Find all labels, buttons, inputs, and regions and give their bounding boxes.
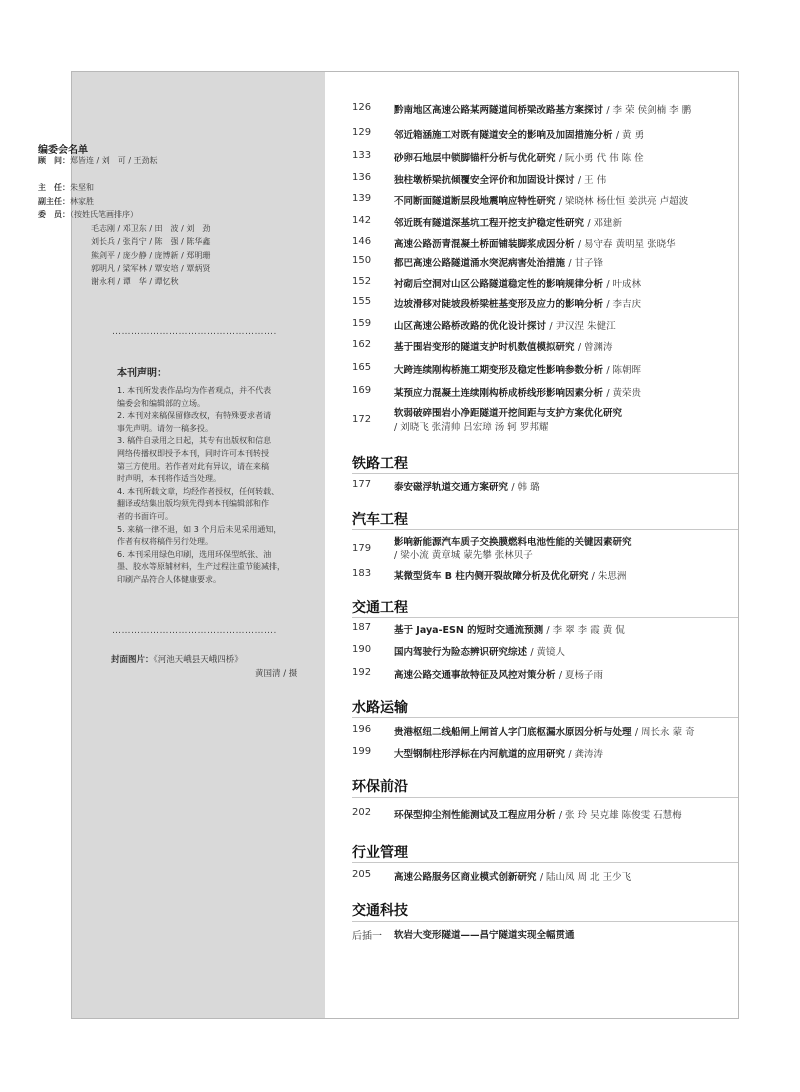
- section-heading-traffic: 交通工程: [352, 600, 408, 616]
- article-authors: / 韩 璐: [511, 482, 540, 493]
- section-rule: [352, 797, 738, 798]
- section-rule: [352, 529, 738, 530]
- role-label: 顾 问：: [38, 156, 70, 165]
- article-title: 贵港枢纽二线船闸上闸首人字门底枢漏水原因分析与处理 / 周长永 蒙 奇: [394, 727, 695, 738]
- section-rule: [352, 617, 738, 618]
- page-number: 187: [352, 622, 372, 633]
- page-number: 190: [352, 644, 372, 655]
- page-number: 169: [352, 385, 372, 396]
- page-number: 139: [352, 193, 372, 204]
- section-heading-railway: 铁路工程: [352, 456, 408, 472]
- notice-line: 2. 本刊对来稿保留修改权，有特殊要求者请: [117, 411, 272, 421]
- role-value: 郑皆连 / 刘 可 / 王劲耘: [70, 156, 158, 165]
- notice-line: 编委会和编辑部的立场。: [117, 398, 205, 408]
- notice-line: 作者有权将稿件另行处理。: [117, 537, 213, 547]
- page-number: 后插一: [352, 931, 382, 942]
- notice-line: 翻译或结集出版均须先得到本刊编辑部和作: [117, 499, 269, 509]
- notice-line: 印刷产品符合人体健康要求。: [117, 574, 221, 584]
- page-number: 179: [352, 543, 372, 554]
- member-line: 毛志刚 / 邓卫东 / 田 波 / 刘 劲: [91, 224, 211, 233]
- page-number: 172: [352, 414, 372, 425]
- page-number: 142: [352, 215, 372, 226]
- article-authors: / 梁小流 黄章城 蒙先攀 张林贝子: [394, 550, 533, 561]
- notice-title: 本刊声明：: [117, 368, 167, 379]
- article-title: 大型钢制柱形浮标在内河航道的应用研究 / 龚涛涛: [394, 749, 604, 760]
- notice-line: 3. 稿件自录用之日起，其专有出版权和信息: [117, 436, 272, 446]
- article-authors: / 张 玲 吴克雄 陈俊雯 石慧梅: [558, 810, 682, 821]
- page-number: 129: [352, 127, 372, 138]
- article-authors: / 陈朝晖: [606, 365, 642, 376]
- page-number: 152: [352, 276, 372, 287]
- cover-title: 《河池天峨县天峨四桥》: [153, 655, 243, 665]
- article-title: 都巴高速公路隧道涌水突泥病害处治措施 / 甘子锋: [394, 258, 604, 269]
- notice-line: 墨、胶水等原辅材料，生产过程注重节能减排，: [117, 562, 285, 572]
- section-rule: [352, 921, 738, 922]
- article-title: 高速公路沥青混凝土桥面铺装脚浆成因分析 / 易守春 黄明星 张晓华: [394, 239, 676, 250]
- article-authors: / 李 荣 侯剑楠 李 鹏: [606, 105, 692, 116]
- page-number: 146: [352, 236, 372, 247]
- notice-line: 1. 本刊所发表作品均为作者观点，并不代表: [117, 386, 272, 395]
- dotted-divider: …………………………………………….: [112, 626, 277, 636]
- article-title: 衬砌后空洞对山区公路隧道稳定性的影响规律分析 / 叶成林: [394, 279, 642, 290]
- article-title: 邻近既有隧道深基坑工程开挖支护稳定性研究 / 邓建新: [394, 218, 623, 229]
- notice-line: 时声明，本刊将作适当处理。: [117, 474, 221, 484]
- article-authors: / 尹汉涅 朱健江: [549, 321, 616, 332]
- article-authors: / 梁晓林 杨仕恒 姜洪亮 卢超波: [558, 196, 689, 207]
- page-number: 177: [352, 479, 372, 490]
- page-number: 165: [352, 362, 372, 373]
- article-title: 某预应力混凝土连续刚构桥成桥线形影响因素分析 / 黄荣贵: [394, 388, 642, 399]
- article-title: 环保型抑尘剂性能测试及工程应用分析 / 张 玲 吴克雄 陈俊雯 石慧梅: [394, 810, 682, 821]
- notice-line: 者的书面许可。: [117, 511, 173, 521]
- article-authors: / 易守春 黄明星 张晓华: [577, 239, 676, 250]
- page-number: 162: [352, 339, 372, 350]
- article-title: 黔南地区高速公路某两隧道间桥梁改路基方案探讨 / 李 荣 侯剑楠 李 鹏: [394, 105, 692, 116]
- article-title: 国内驾驶行为险态辨识研究综述 / 黄镜人: [394, 647, 566, 658]
- member-line: 谢永利 / 谭 华 / 谭忆秋: [91, 277, 179, 287]
- article-authors: / 龚涛涛: [568, 749, 604, 760]
- article-title: 大跨连续刚构桥施工期变形及稳定性影响参数分析 / 陈朝晖: [394, 365, 642, 376]
- notice-line: 5. 来稿一律不退，如 3 个月后未见采用通知，: [117, 524, 282, 534]
- role-advisors: [38, 155, 158, 167]
- article-authors: / 黄镜人: [530, 647, 566, 658]
- article-title: 独柱墩桥梁抗倾覆安全评价和加固设计探讨 / 王 伟: [394, 175, 607, 186]
- cover-caption: [111, 653, 243, 665]
- page-number: 205: [352, 869, 372, 880]
- member-line: 熊剑平 / 庞少静 / 庞博新 / 郑明珊: [91, 250, 211, 260]
- article-authors: / 甘子锋: [568, 258, 604, 269]
- section-heading-industry: 行业管理: [352, 845, 408, 861]
- member-line: 郭明凡 / 梁军林 / 覃安培 / 覃炳贤: [91, 263, 211, 273]
- page-number: 133: [352, 150, 372, 161]
- page-number: 159: [352, 318, 372, 329]
- section-heading-water: 水路运输: [352, 700, 408, 716]
- cover-label: 封面图片：: [111, 655, 154, 665]
- article-title: 泰安磁浮轨道交通方案研究 / 韩 璐: [394, 482, 540, 493]
- section-rule: [352, 473, 738, 474]
- article-title: 影响新能源汽车质子交换膜燃料电池性能的关键因素研究: [394, 537, 632, 548]
- role-label: 主 任：: [38, 183, 70, 192]
- section-heading-auto: 汽车工程: [352, 512, 408, 528]
- article-title: 某微型货车 B 柱内侧开裂故障分析及优化研究 / 朱思洲: [394, 571, 627, 582]
- article-authors: / 夏杨子雨: [558, 670, 604, 681]
- role-label: 副主任：: [38, 197, 70, 206]
- page-number: 199: [352, 746, 372, 757]
- article-title: 基于 Jaya-ESN 的短时交通流预测 / 李 翠 李 霞 黄 侃: [394, 625, 625, 636]
- article-authors: / 黄 勇: [615, 130, 645, 141]
- page-number: 183: [352, 568, 372, 579]
- article-authors: / 邓建新: [587, 218, 623, 229]
- article-title: 边坡滑移对陡坡段桥梁桩基变形及应力的影响分析 / 李吉庆: [394, 299, 642, 310]
- article-title: 软弱破碎围岩小净距隧道开挖间距与支护方案优化研究: [394, 408, 623, 419]
- article-authors: / 黄荣贵: [606, 388, 642, 399]
- notice-line: 6. 本刊采用绿色印刷，选用环保型纸张、油: [117, 549, 272, 559]
- article-title: 高速公路交通事故特征及风控对策分析 / 夏杨子雨: [394, 670, 604, 681]
- article-title: 软岩大变形隧道——昌宁隧道实现全幅贯通: [394, 930, 575, 941]
- article-authors: / 刘晓飞 张清帅 吕宏璋 汤 轲 罗邦耀: [394, 422, 549, 433]
- notice-line: 4. 本刊所载文章，均经作者授权，任何转载、: [117, 486, 280, 496]
- section-heading-env: 环保前沿: [352, 779, 408, 795]
- role-members: [38, 209, 138, 221]
- role-value: 林家胜: [70, 197, 94, 206]
- article-title: 砂卵石地层中锁脚锚杆分析与优化研究 / 阮小勇 代 伟 陈 佺: [394, 153, 644, 164]
- section-rule: [352, 717, 738, 718]
- article-authors: / 阮小勇 代 伟 陈 佺: [558, 153, 644, 164]
- editorial-board-title: 编委会名单: [38, 145, 88, 156]
- page-number: 150: [352, 255, 372, 266]
- role-value: 朱坚和: [70, 183, 94, 192]
- page-number: 155: [352, 296, 372, 307]
- role-label: 委 员：: [38, 210, 70, 219]
- article-title: 邻近箱涵施工对既有隧道安全的影响及加固措施分析 / 黄 勇: [394, 130, 645, 141]
- article-authors: / 陆山凤 周 北 王少飞: [539, 872, 632, 883]
- article-title: 高速公路服务区商业模式创新研究 / 陆山凤 周 北 王少飞: [394, 872, 632, 883]
- page-number: 136: [352, 172, 372, 183]
- notice-line: 事先声明。请勿一稿多投。: [117, 423, 213, 433]
- article-title: 基于围岩变形的隧道支护时机数值模拟研究 / 曾渊涛: [394, 342, 613, 353]
- article-authors: / 叶成林: [606, 279, 642, 290]
- article-title: 山区高速公路桥改路的优化设计探讨 / 尹汉涅 朱健江: [394, 321, 616, 332]
- article-authors: / 曾渊涛: [577, 342, 613, 353]
- cover-author: 黄国清 / 摄: [255, 669, 298, 679]
- section-heading-tech: 交通科技: [352, 903, 408, 919]
- role-value: （按姓氏笔画排序）: [70, 210, 138, 219]
- article-authors: / 李吉庆: [606, 299, 642, 310]
- notice-line: 第三方使用。若作者对此有异议，请在来稿: [117, 461, 269, 471]
- role-director: [38, 182, 94, 194]
- dotted-divider: …………………………………………….: [112, 327, 277, 337]
- article-authors: / 周长永 蒙 奇: [634, 727, 695, 738]
- article-authors: / 朱思洲: [591, 571, 627, 582]
- article-title: 不同断面隧道断层段地震响应特性研究 / 梁晓林 杨仕恒 姜洪亮 卢超波: [394, 196, 689, 207]
- member-line: 刘长兵 / 张肖宁 / 陈 强 / 陈华鑫: [91, 237, 211, 247]
- member-list: [91, 222, 210, 288]
- article-authors: / 王 伟: [577, 175, 607, 186]
- section-rule: [352, 862, 738, 863]
- article-authors: / 李 翠 李 霞 黄 侃: [546, 625, 625, 636]
- page-number: 202: [352, 807, 372, 818]
- page-number: 126: [352, 102, 372, 113]
- page-number: 196: [352, 724, 372, 735]
- page-number: 192: [352, 667, 372, 678]
- notice-text: [117, 385, 313, 587]
- notice-line: 网络传播权即授予本刊，同时许可本刊转授: [117, 448, 269, 458]
- role-deputy-director: [38, 196, 94, 208]
